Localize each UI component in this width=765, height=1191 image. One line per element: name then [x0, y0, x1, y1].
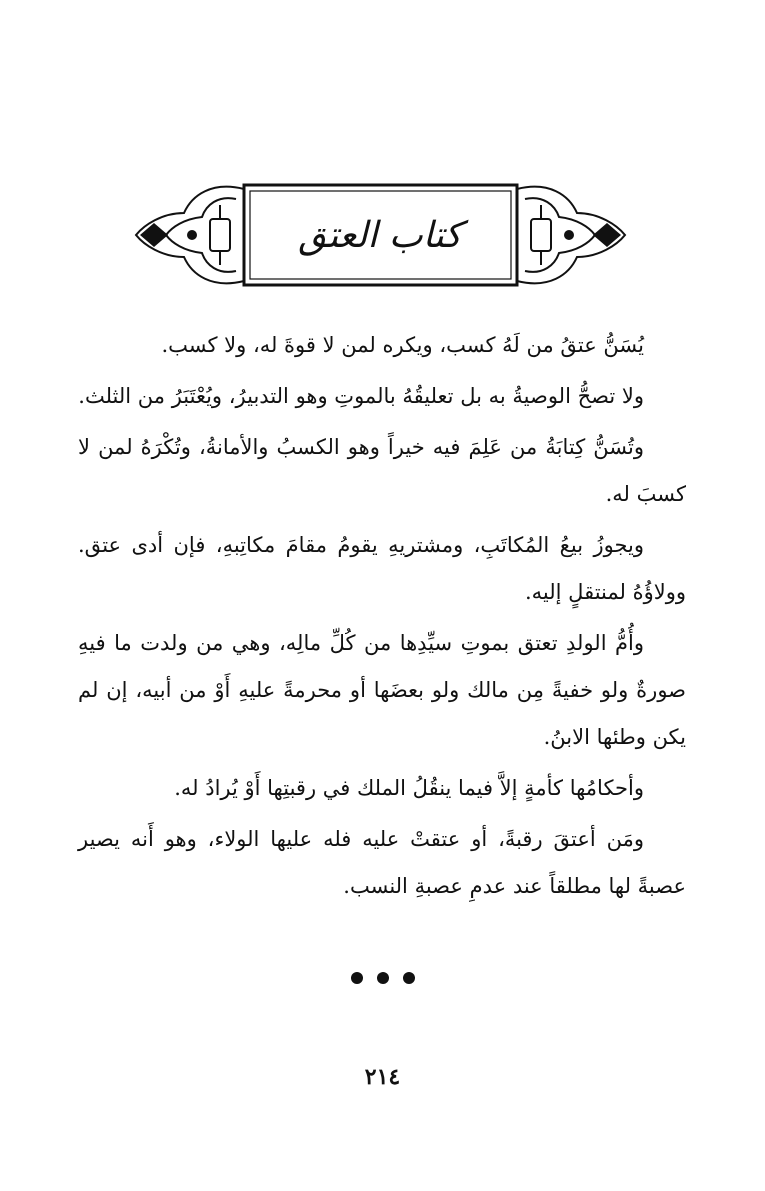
section-end-separator	[0, 972, 765, 984]
separator-dot	[351, 972, 363, 984]
paragraph: يُسَنُّ عتقُ من لَهُ كسب، ويكره لمن لا قوةَ له، ولا كسب.	[161, 333, 644, 357]
paragraph: ويجوزُ بيعُ المُكاتَبِ، ومشتريهِ يقومُ مقامَ مكاتِبهِ، فإن أدى عتق. وولاؤُهُ لمنتقلٍ إليه.	[78, 533, 686, 604]
paragraph: ومَن أعتقَ رقبةً، أو عتقتْ عليه فله عليها الولاء، وهو أَنه يصير عصبةً لها مطلقاً عند عدمِ عصبةِ النسب.	[78, 827, 686, 898]
paragraph: وأُمُّ الولدِ تعتق بموتِ سيِّدِها من كُلِّ مالِه، وهي من ولدت ما فيهِ صورةٌ ولو خفيةً مِن مالك ولو بعضَها أو محرمةً عليهِ أَوْ من أبيه، إن لم يكن وطئها الابنُ.	[78, 631, 686, 749]
separator-dot	[403, 972, 415, 984]
paragraph: وأحكامُها كأمةٍ إلاَّ فيما ينقُلُ الملك في رقبتِها أَوْ يُرادُ له.	[174, 776, 644, 800]
separator-dot	[377, 972, 389, 984]
paragraph: وتُسَنُّ كِتابَةُ من عَلِمَ فيه خيراً وهو الكسبُ والأمانةُ، وتُكْرَهُ لمن لا كسبَ له.	[78, 435, 686, 506]
chapter-body	[78, 322, 686, 914]
paragraph: ولا تصحُّ الوصيةُ به بل تعليقُهُ بالموتِ وهو التدبيرُ، ويُعْتَبَرُ من الثلث.	[78, 384, 644, 408]
page-number: ٢١٤	[364, 1064, 401, 1090]
chapter-title: كتاب العتق	[298, 214, 462, 256]
